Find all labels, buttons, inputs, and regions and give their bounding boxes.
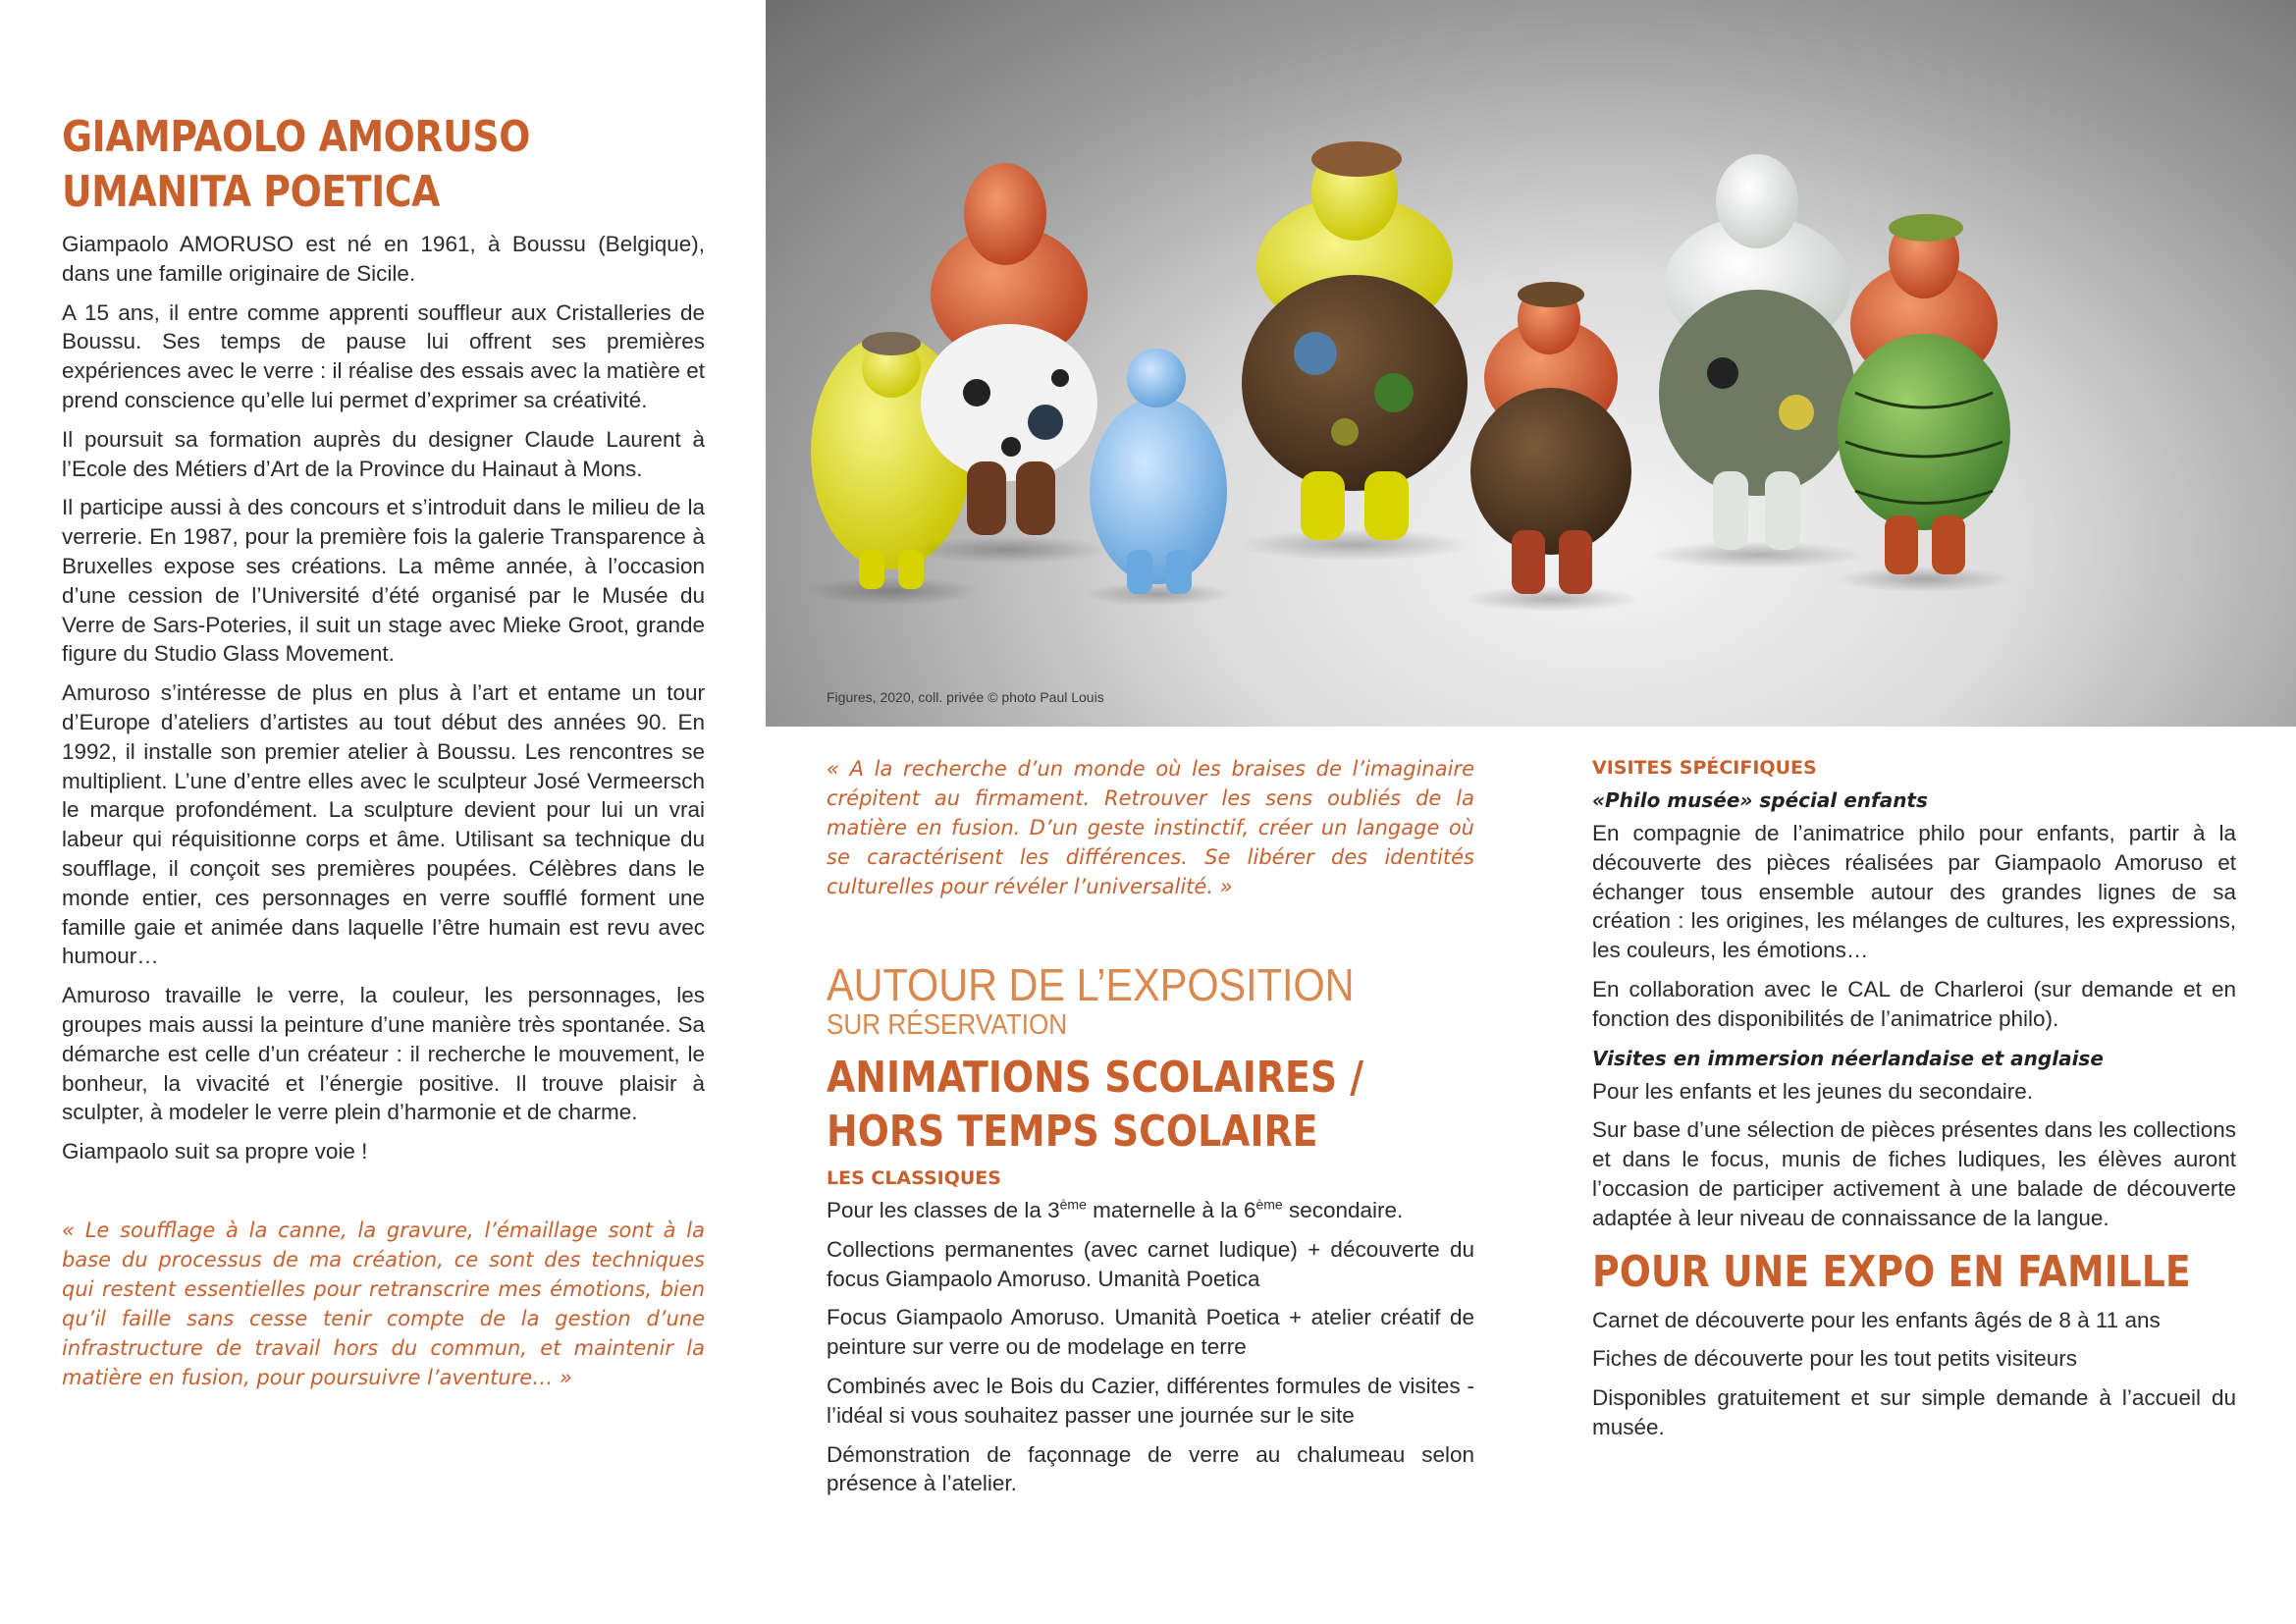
immersion-heading: Visites en immersion néerlandaise et anglaise [1592, 1046, 2104, 1070]
classes-text-pre: Pour les classes de la 3 [827, 1198, 1060, 1222]
right-column [1592, 754, 2236, 1452]
figure-yellow-large [1237, 141, 1472, 561]
family-item: Disponibles gratuitement et sur simple demande à l’accueil du musée. [1592, 1385, 2236, 1439]
classiques-heading: LES CLASSIQUES [827, 1167, 1001, 1189]
family-item: Carnet de découverte pour les enfants âgés de 8 à 11 ans [1592, 1307, 2161, 1332]
activity-item: Collections permanentes (avec carnet ludique) + découverte du focus Giampaolo Amoruso. Umanità Poetica [827, 1236, 1474, 1291]
immersion-paragraph-2: Sur base d’une sélection de pièces présentes dans les collections et dans le focus, munis de fiches ludiques, les élèves auront l’occasion de participer activement à une balade de découverte adaptée à leur niveau de connaissance de la langue. [1592, 1117, 2236, 1230]
bio-paragraph: Giampaolo AMORUSO est né en 1961, à Boussu (Belgique), dans une famille originaire de Sicile. [62, 232, 705, 286]
glass-figures-photo [766, 0, 2296, 727]
school-activities-line2: HORS TEMPS SCOLAIRE [827, 1107, 1318, 1157]
artist-title [62, 110, 704, 220]
exhibition-name: UMANITA POETICA [62, 167, 440, 217]
classes-text-mid: maternelle à la 6 [1086, 1198, 1256, 1222]
figure-white [1649, 154, 1865, 568]
left-column [62, 110, 705, 1392]
classes-sup-2: ème [1255, 1196, 1283, 1213]
immersion-paragraph: Pour les enfants et les jeunes du secondaire. [1592, 1078, 2034, 1104]
classes-paragraph [827, 1196, 1474, 1225]
family-item: Fiches de découverte pour les tout petits visiteurs [1592, 1346, 2078, 1372]
bio-paragraph: Il poursuit sa formation auprès du designer Claude Laurent à l’Ecole des Métiers d’Art de la Province du Hainaut à Mons. [62, 426, 705, 481]
philo-paragraph-2: En collaboration avec le CAL de Charleroi (sur demande et en fonction des disponibilités de l’animatrice philo). [1592, 976, 2236, 1031]
school-activities-line1: ANIMATIONS SCOLAIRES / [827, 1053, 1364, 1103]
bio-paragraph: Giampaolo suit sa propre voie ! [62, 1139, 368, 1164]
figure-green [1836, 214, 2012, 592]
glass-figures-illustration [766, 0, 2296, 727]
activity-item: Focus Giampaolo Amoruso. Umanità Poetica + atelier créatif de peinture sur verre ou de modelage en terre [827, 1305, 1474, 1360]
artist-name: GIAMPAOLO AMORUSO [62, 112, 530, 162]
philo-heading: «Philo musée» spécial enfants [1592, 788, 1928, 812]
school-activities-title [827, 1051, 1468, 1159]
section-subtitle: SUR RÉSERVATION [827, 1009, 1068, 1041]
figure-blue [1085, 349, 1232, 606]
family-title: POUR UNE EXPO EN FAMILLE [1592, 1246, 2191, 1297]
bio-paragraph: Il participe aussi à des concours et s’introduit dans le milieu de la verrerie. En 1987, pour la première fois la galerie Transparence à Bruxelles expose ses créations. La même année, à l’occasion d’une cession de l’Université d’été organisé par le Musée du Verre de Sars-Poteries, il suit un stage avec Mieke Groot, grande figure du Studio Glass Movement. [62, 495, 705, 667]
middle-column [827, 754, 1474, 1508]
bio-paragraph: A 15 ans, il entre comme apprenti souffleur aux Cristalleries de Boussu. Ses temps de pause lui offrent ses premières expériences avec le verre : il réalise des essais avec la matière et prend conscience qu’elle lui permet d’exprimer sa créativité. [62, 299, 705, 412]
philo-paragraph: En compagnie de l’animatrice philo pour enfants, partir à la découverte des pièces réalisées par Giampaolo Amoruso et échanger tous ensemble autour des grandes lignes de sa création : les origines, les mélanges de cultures, les expressions, les couleurs, les émotions… [1592, 821, 2236, 963]
photo-caption: Figures, 2020, coll. privée © photo Paul Louis [827, 689, 1104, 705]
artist-quote: « Le soufflage à la canne, la gravure, l’émaillage sont à la base du processus de ma création, ce sont des techniques qui restent essentielles pour retranscrire mes émotions, bien qu’il faille sans cesse tenir compte de la gestion d’une infrastructure de travail hors du commun, et maintenir la matière en fusion, pour poursuivre l’aventure… » [62, 1218, 705, 1389]
section-title: AUTOUR DE L’EXPOSITION [827, 959, 1355, 1010]
figure-small-red [1463, 282, 1639, 612]
visites-heading: VISITES SPÉCIFIQUES [1592, 757, 1817, 779]
activity-item: Démonstration de façonnage de verre au chalumeau selon présence à l’atelier. [827, 1441, 1474, 1496]
activity-item: Combinés avec le Bois du Cazier, différentes formules de visites - l’idéal si vous souhaitez passer une journée sur le site [827, 1373, 1474, 1428]
classes-sup-1: ème [1059, 1196, 1087, 1213]
bio-paragraph: Amuroso travaille le verre, la couleur, les personnages, les groupes mais aussi la peinture d’une manière très spontanée. Sa démarche est celle d’un créateur : il recherche le mouvement, le bonheur, la vivacité et l’énergie positive. Il trouve plaisir à sculpter, à modeler le verre plein d’harmonie et de charme. [62, 983, 705, 1125]
bio-paragraph: Amuroso s’intéresse de plus en plus à l’art et entame un tour d’Europe d’ateliers d’artistes au tout début des années 90. En 1992, il installe son premier atelier à Boussu. Les rencontres se multiplient. L’une d’entre elles avec le sculpteur José Vermeersch le marque profondément. La sculpture devient pour lui un vrai labeur qui réquisitionne corps et âme. Utilisant sa technique du soufflage, il conçoit ses premières poupées. Célèbres dans le monde entier, ces personnages en verre soufflé forment une famille gaie et animée dans laquelle l’être humain est revu avec humour… [62, 680, 705, 969]
artist-quote-2: « A la recherche d’un monde où les braises de l’imaginaire crépitent au firmament. Retrouver les sens oubliés de la matière en fusion. D’un geste instinctif, créer un langage où se caractérisent les différences. Se libérer des identités culturelles pour révéler l’universalité. » [827, 757, 1474, 898]
classes-text-post: secondaire. [1282, 1198, 1404, 1222]
